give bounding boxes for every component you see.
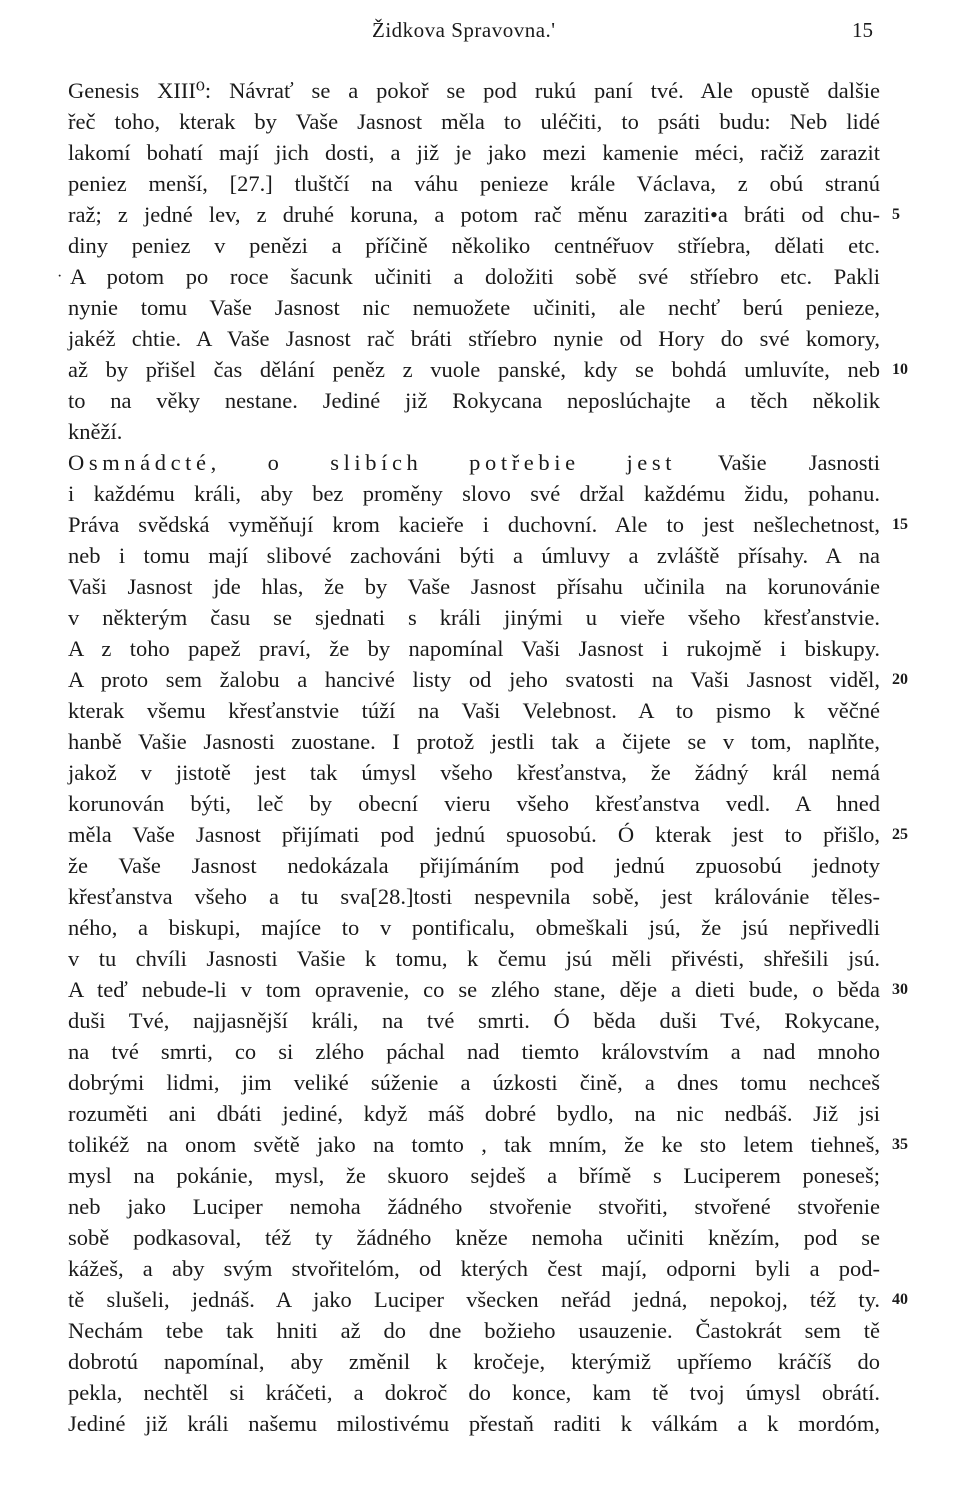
text-line: řeč toho, kterak by Vaše Jasnost měla to uléčiti, to psáti budu: Neb lidé xyxy=(68,109,880,134)
margin-mark: · xyxy=(57,268,63,285)
text-line: A proto sem žalobu a hancivé listy od jeho svatosti na Vaši Jasnost viděl, xyxy=(68,667,880,692)
section-heading: Osmnádcté, o slibích potřebie jest xyxy=(68,450,677,475)
section-heading-continuation: Vašie Jasnosti xyxy=(717,450,881,475)
text-line: jakož v jistotě jest tak úmysl všeho křesťanstva, že žádný král nemá xyxy=(68,760,880,785)
text-line: až by přišel čas dělání peněz z vuole panské, kdy se bohdá umluvíte, neb xyxy=(68,357,880,382)
page-number: 15 xyxy=(852,18,873,42)
text-line: i každému králi, aby bez proměny slovo své držal každému židu, pohanu. xyxy=(68,481,880,506)
section-heading-line xyxy=(68,447,880,478)
line-number: 10 xyxy=(892,361,908,378)
text-line: tolikéž na onom světě jako na tomto , tak mním, že ke sto letem tiehneš, xyxy=(68,1132,880,1157)
text-line: kterak všemu křesťanstvie túží na Vaši Velebnost. A to pismo k věčné xyxy=(68,698,880,723)
text-line: Vaši Jasnost jde hlas, že by Vaše Jasnost přísahu učinila na korunovánie xyxy=(68,574,880,599)
text-line: to na věky nestane. Jediné již Rokycana neposlúchajte a těch několik xyxy=(68,388,880,413)
text-line: A teď nebude-li v tom opravenie, co se zlého stane, děje a dieti bude, o běda xyxy=(68,977,880,1002)
running-title: Židkova Spravovna.' xyxy=(372,18,556,42)
text-line: lakomí bohatí mají jich dosti, a již je jako mezi kamenie méci, račiž zarazit xyxy=(68,140,880,165)
text-line: tě slušeli, jednáš. A jako Luciper všecken neřád jedná, nepokoj, též ty. xyxy=(68,1287,880,1312)
text-line: Nechám tebe tak hniti až do dne božieho usauzenie. Častokrát sem tě xyxy=(68,1318,880,1343)
text-line: neb jako Luciper nemoha žádného stvořenie stvořiti, stvořené stvořenie xyxy=(68,1194,880,1219)
text-line: v tu chvíli Jasnosti Vašie k tomu, k čemu jsú měli přivésti, shřešili jsú. xyxy=(68,946,880,971)
text-line: kněží. xyxy=(68,419,123,444)
text-line: A z toho papež praví, že by napomínal Vaši Jasnost i rukojmě i biskupy. xyxy=(68,636,880,661)
line-number: 25 xyxy=(892,826,908,843)
text-line: sobě podkasoval, též ty žádného kněze nemoha učiniti knězím, pod se xyxy=(68,1225,880,1250)
text-line: ného, a biskupi, majíce to v pontificalu, obmeškali jsú, že jsú nepřivedli xyxy=(68,915,880,940)
text-line: Jediné již králi našemu milostivému přestaň raditi k válkám a k mordóm, xyxy=(68,1411,880,1436)
text-line: nynie tomu Vaše Jasnost nic nemuožete učiniti, ale nechť berú penieze, xyxy=(68,295,880,320)
text-line: křesťanstva všeho a tu sva[28.]tosti nespevnila sobě, jest královánie těles- xyxy=(68,884,880,909)
line-number: 5 xyxy=(892,206,900,223)
text-line: jakéž chtie. A Vaše Jasnost rač bráti stříebro nynie od Hory do své komory, xyxy=(68,326,880,351)
line-number: 40 xyxy=(892,1291,908,1308)
text-line: Práva svědská vyměňují krom kacieře i duchovní. Ale to jest nešlechetnost, xyxy=(68,512,880,537)
line-number: 15 xyxy=(892,516,908,533)
text-line: měla Vaše Jasnost přijímati pod jednú spuosobú. Ó kterak jest to přišlo, xyxy=(68,822,880,847)
text-line: korunován býti, leč by obecní vieru všeho křesťanstva vedl. A hned xyxy=(68,791,880,816)
text-line: kážeš, a aby svým stvořitelóm, od kterých čest mají, odporni byli a pod- xyxy=(68,1256,880,1281)
text-line: hanbě Vašie Jasnosti zuostane. I protož jestli tak a čijete se v tom, naplňte, xyxy=(68,729,880,754)
running-head xyxy=(0,18,960,48)
text-line: diny peniez v penězi a příčině několiko centnéřuov stříebra, dělati etc. xyxy=(68,233,880,258)
text-line: dobrotú napomínal, aby změnil k kročeje, kterýmiž upříemo kráčíš do xyxy=(68,1349,880,1374)
text-line: Genesis XIII⁰: Návrať se a pokoř se pod rukú paní tvé. Ale opustě dalšie xyxy=(68,78,880,103)
text-line: dobrými lidmi, jim veliké súženie a úzkosti čině, a dnes tomu nechceš xyxy=(68,1070,880,1095)
text-line: raž; z jedné lev, z druhé koruna, a potom rač měnu zaraziti•a bráti od chu- xyxy=(68,202,880,227)
text-line: neb i tomu mají slibové zachováni býti a úmluvy a zvláště přísahy. A na xyxy=(68,543,880,568)
text-line: duši Tvé, najjasnější králi, na tvé smrti. Ó běda duši Tvé, Rokycane, xyxy=(68,1008,880,1033)
line-number: 20 xyxy=(892,671,908,688)
text-line: peniez menší, [27.] tluštčí na váhu penieze krále Václava, z obú stranú xyxy=(68,171,880,196)
line-number: 35 xyxy=(892,1136,908,1153)
line-number: 30 xyxy=(892,981,908,998)
text-line: na tvé smrti, co si zlého páchal nad tiemto královstvím a nad mnoho xyxy=(68,1039,880,1064)
text-line: že Vaše Jasnost nedokázala přijímáním pod jednú zpuosobú jednoty xyxy=(68,853,880,878)
text-line: A potom po roce šacunk učiniti a doložiti sobě své stříebro etc. Pakli xyxy=(70,264,880,289)
text-line: pekla, nechtěl si kráčeti, a dokroč do konce, kam tě tvoj úmysl obrátí. xyxy=(68,1380,880,1405)
text-line: mysl na pokánie, mysl, že skuoro sejdeš a břímě s Luciperem poneseš; xyxy=(68,1163,880,1188)
text-line: v některým času se sjednati s králi jinými u vieře všeho křesťanstvie. xyxy=(68,605,880,630)
text-line: rozuměti ani dbáti jediné, když máš dobré bydlo, na nic nedbáš. Již jsi xyxy=(68,1101,880,1126)
